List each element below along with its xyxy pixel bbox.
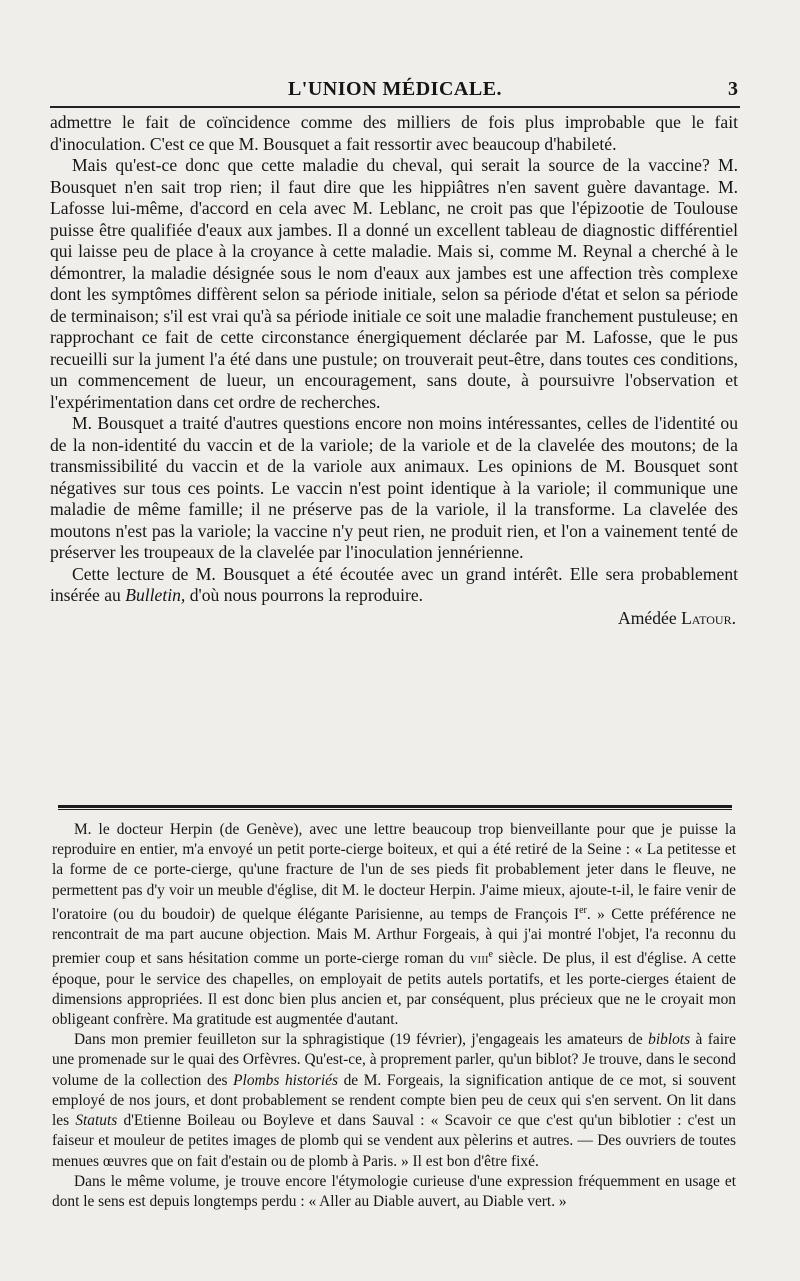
feuilleton-section — [52, 820, 736, 1212]
journal-title: L'UNION MÉDICALE. — [287, 78, 503, 100]
bulletin-title: Bulletin, — [125, 585, 186, 605]
century-numeral: viii — [469, 950, 489, 968]
text-run: . » Cette préférence ne rencontrait de ma part aucune objection. Mais M. Arthur Forgeais, à qui j'ai montré l'objet, l'a reconnu du premier coup et sans hésitation comme un porte-cierge roman du — [52, 905, 736, 968]
superscript: e — [488, 949, 493, 961]
running-header — [50, 76, 740, 102]
text-run: de M. Forgeais, la signification antique de ce mot, si souvent employé de nos jours, et dont probablement se rendent compte bien peu de ceux qui s'en servent. On lit dans les — [52, 1071, 736, 1130]
closing-text: Cette lecture de M. Bousquet a été écoutée avec un grand intérêt. Elle sera probablement insérée au — [50, 563, 738, 605]
italic-term: Plombs historiés — [233, 1071, 338, 1089]
signature-first-name: Amédée — [618, 607, 677, 628]
article-closing-paragraph — [50, 564, 738, 607]
text-run: à faire une promenade sur le quai des Orfèvres. Qu'est-ce, à proprement parler, qu'un biblot? Je trouve, dans le second volume de la collection des — [52, 1031, 736, 1089]
text-run: M. le docteur Herpin (de Genève), avec une lettre beaucoup trop bienveillante pour que je puisse la reproduire en entier, m'a envoyé un petit porte-cierge boiteux, et qui a été retiré de la Seine : « La petitesse et la forme de ce porte-cierge, qu'une fracture de l'un de ses pieds fit probablement jeter dans le fleuve, ne permettent pas d'y voir un meuble d'église, dit M. le docteur Herpin. J'aime mieux, ajoute-t-il, le faire venir de l'oratoire (ou du boudoir) de quelque élégante Parisienne, au temps de François I — [52, 821, 736, 923]
main-article — [50, 112, 738, 629]
feuilleton-paragraph — [52, 820, 736, 1030]
article-paragraph: Mais qu'est-ce donc que cette maladie du cheval, qui serait la source de la vaccine? M. Bousquet n'en sait trop rien; il faut dire que les hippiâtres n'en savent guère davantage. M. Lafosse lui-même, d'accord en cela avec M. Leblanc, ne croit pas que l'épizootie de Toulouse puisse être qualifiée d'eaux aux jambes. Il a donné un excellent tableau de diagnostic différentiel qui laisse peu de place à la croyance à cette maladie. Mais si, comme M. Reynal a cherché à le démontrer, la maladie désignée sous le nom d'eaux aux jambes est une affection très complexe dont les symptômes diffèrent selon sa période initiale, selon sa période d'état et selon sa période de terminaison; s'il est vrai qu'à sa période initiale ce soit une maladie franchement pustuleuse; en rapprochant ce fait de cette circonstance énergiquement déclarée par M. Lafosse, que le pus recueilli sur la jument l'a été dans une pustule; on trouverait peut-être, dans toutes ces conditions, un commencement de lueur, un encouragement, sans doute, à poursuivre l'observation et l'expérimentation dans cet ordre de recherches. — [50, 155, 738, 412]
feuilleton-paragraph: Dans le même volume, je trouve encore l'étymologie curieuse d'une expression fréquemment en usage et dont le sens est depuis longtemps perdu : « Aller au Diable auvert, au Diable vert. » — [52, 1172, 736, 1210]
signature-last-name: Latour. — [681, 607, 736, 628]
text-run: Dans mon premier feuilleton sur la sphragistique (19 février), j'engageais les amateurs de — [74, 1031, 649, 1049]
feuilleton-separator — [58, 805, 732, 810]
text-run: d'Etienne Boileau ou Boyleve et dans Sauval : « Scavoir ce que c'est qu'un biblotier : c'est un faiseur et mouleur de petites images de plomb qui se vendent aux pèlerins et autres. — Des ouvriers de toutes menues œuvres que on fait d'estain ou de plomb à Paris. » Il est bon d'être fixé. — [52, 1112, 736, 1170]
italic-term: biblots — [648, 1031, 691, 1049]
author-signature — [50, 608, 738, 630]
header-rule — [50, 106, 740, 108]
page-number: 3 — [728, 78, 738, 100]
article-paragraph: admettre le fait de coïncidence comme des milliers de fois plus improbable que le fait d'inoculation. C'est ce que M. Bousquet a fait ressortir avec beaucoup d'habileté. — [50, 112, 738, 154]
article-paragraph: M. Bousquet a traité d'autres questions encore non moins intéressantes, celles de l'identité ou de la non-identité du vaccin et de la variole; de la variole et de la clavelée des moutons; de la transmissibilité du vaccin et de la variole aux animaux. Les opinions de M. Bousquet sont négatives sur tous ces points. Le vaccin n'est point identique à la variole; il communique une maladie de même famille; il ne préserve pas de la variole, il la transforme. La clavelée des moutons n'est pas la variole; la vaccine n'y peut rien, ne produit rien, et l'on a vainement tenté de préserver les troupeaux de la clavelée par l'inoculation jennérienne. — [50, 413, 738, 562]
superscript: er — [579, 904, 587, 916]
closing-text-end: d'où nous pourrons la reproduire. — [185, 585, 424, 605]
feuilleton-paragraph — [52, 1030, 736, 1171]
text-run: siècle. De plus, il est d'église. A cette époque, pour le service des chapelles, on employait de petits autels portatifs, et les porte-cierges étaient de dimensions appropriées. Il est donc bien plus ancien et, par conséquent, plus précieux que ne le croyait mon obligeant confrère. Ma gratitude est augmentée d'autant. — [52, 950, 736, 1029]
italic-term: Statuts — [75, 1112, 118, 1130]
